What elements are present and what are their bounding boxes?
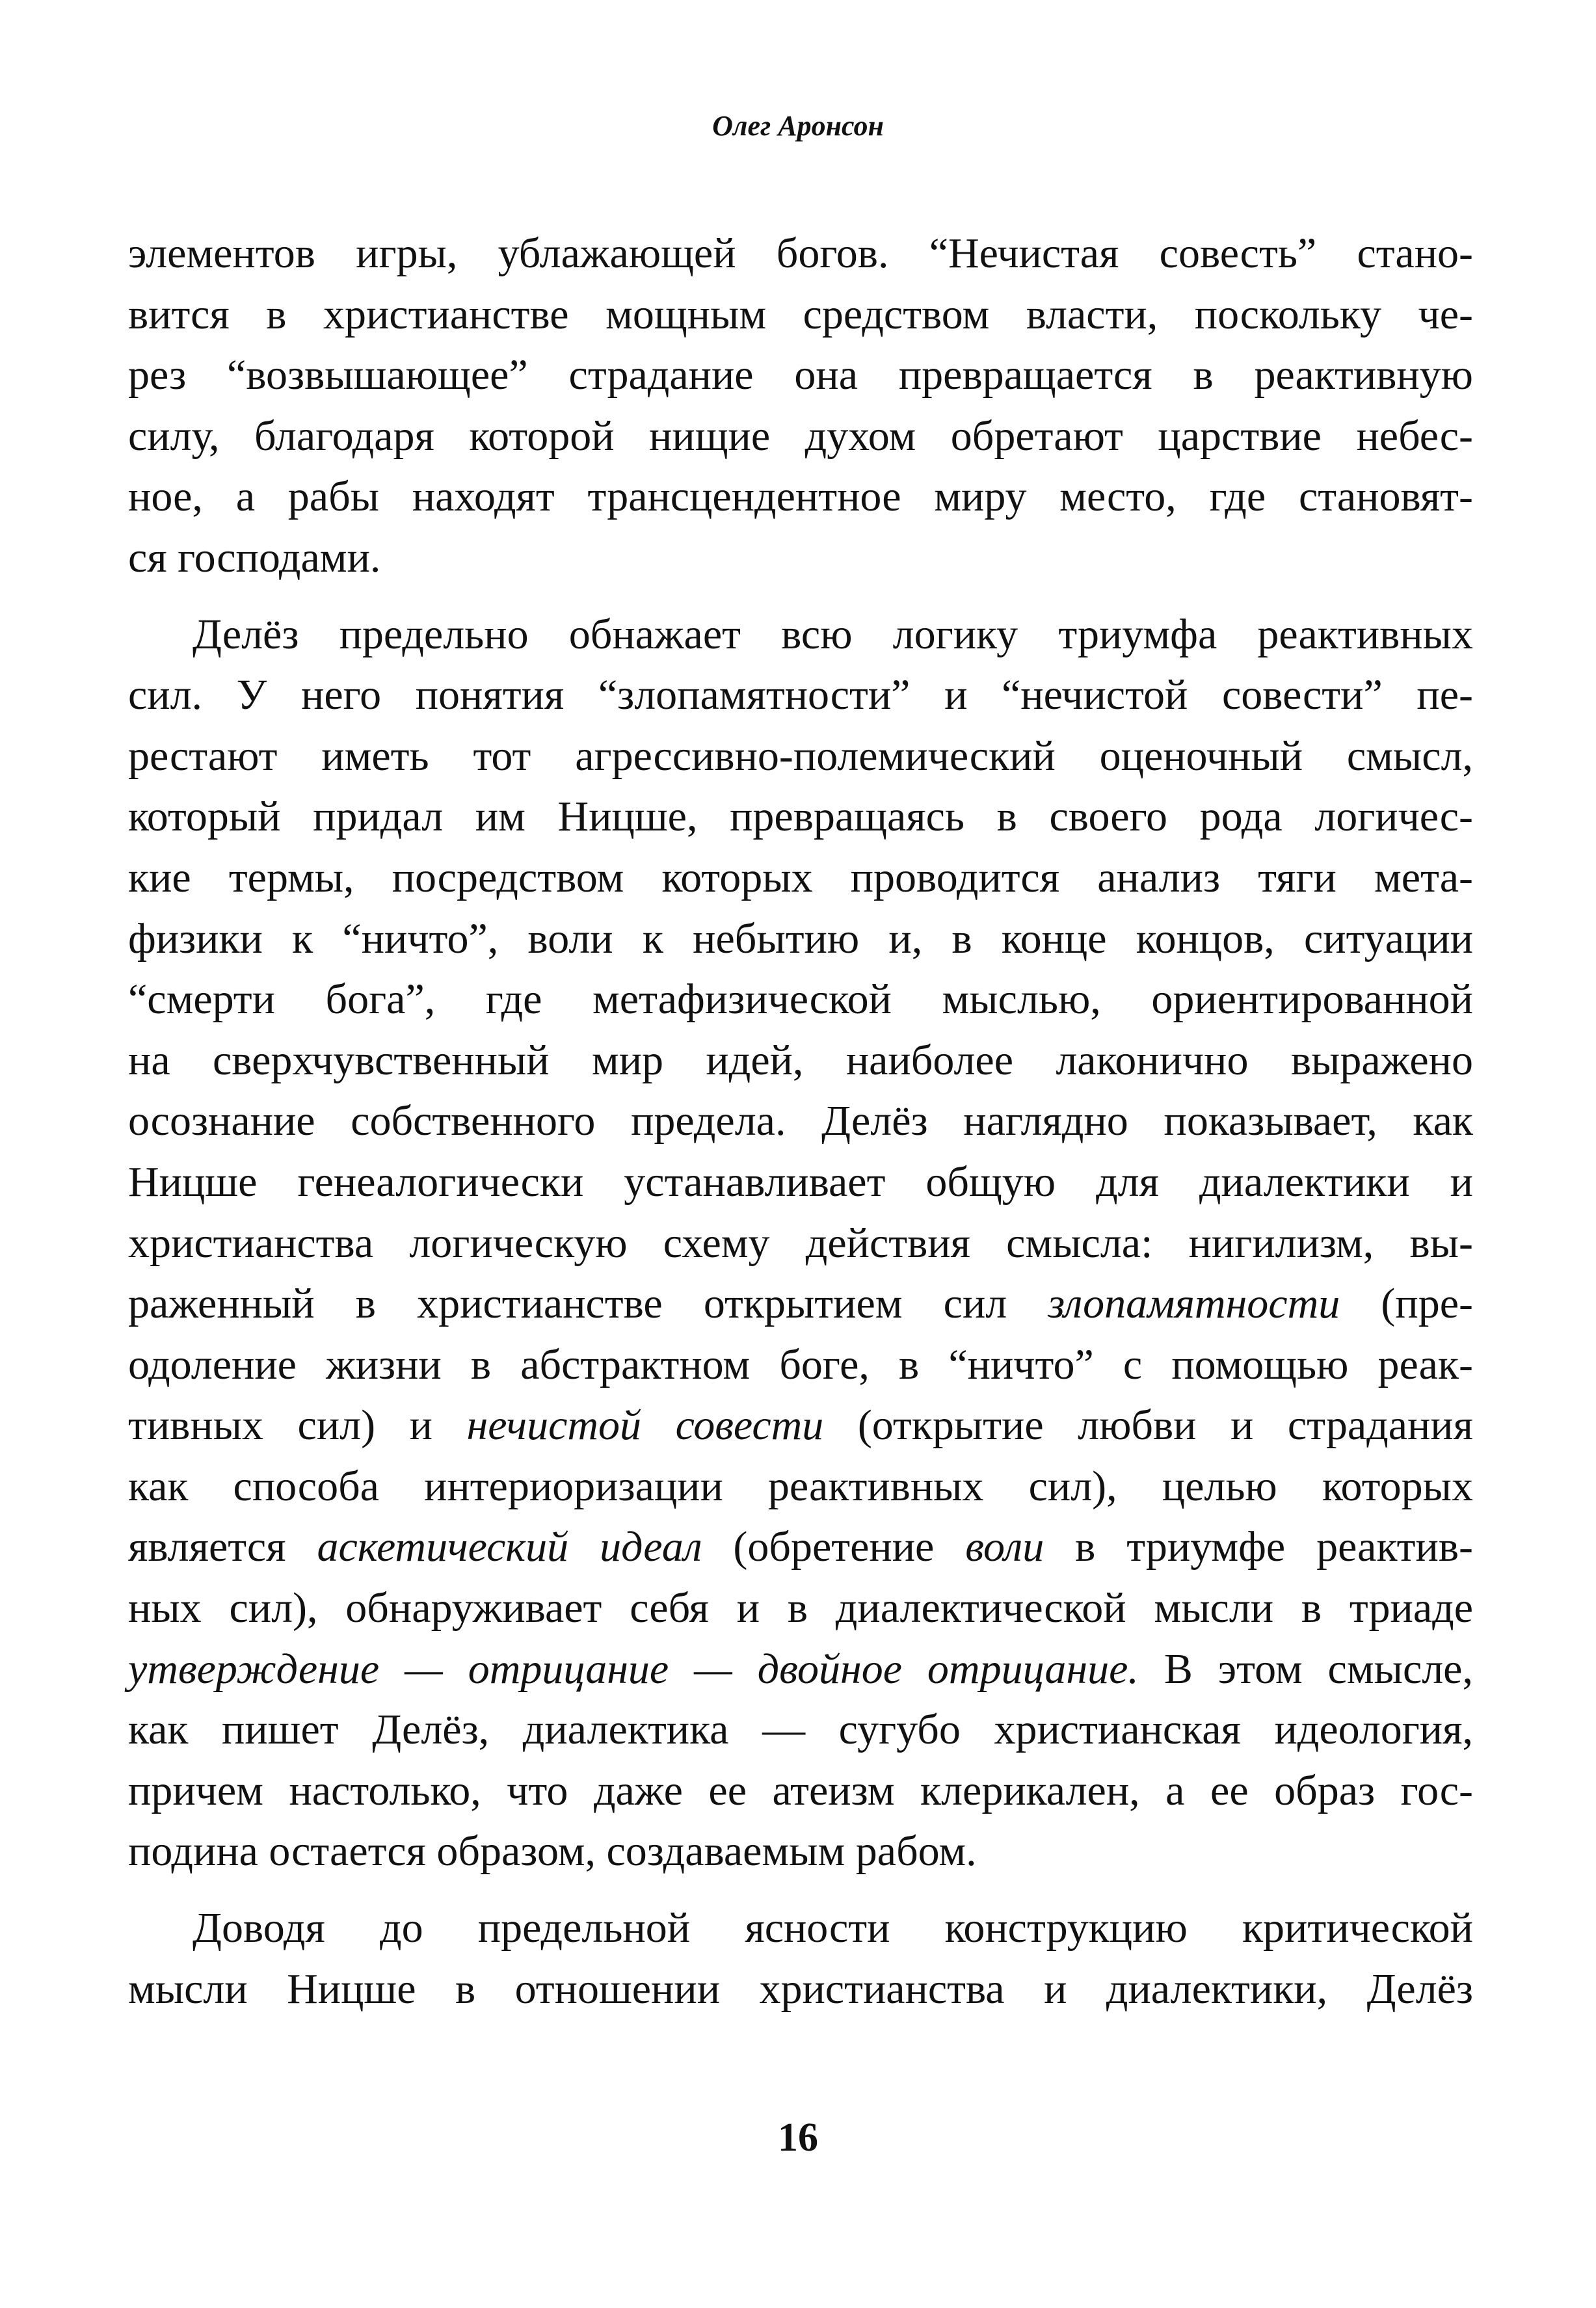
paragraph [128,223,1473,589]
text-line: физики к “ничто”, воли к небытию и, в конце концов, ситуации [128,914,1473,962]
page-number: 16 [778,2116,818,2160]
text-line: ся господами. [128,533,381,581]
italic-term: воли [965,1523,1044,1571]
text-line: мысли Ницше в отношении христианства и диалектики, Делёз [128,1965,1473,2013]
paragraph [128,604,1473,1882]
text-line: кие термы, посредством которых проводится анализ тяги мета- [128,853,1473,901]
text-line: подина остается образом, создаваемым рабом. [128,1827,977,1876]
text-line: который придал им Ницше, превращаясь в своего рода логичес- [128,793,1473,841]
text-line: осознание собственного предела. Делёз наглядно показывает, как [128,1097,1473,1145]
text-line: рез “возвышающее” страдание она превращается в реактивную [128,351,1473,399]
body-text [128,223,1473,2019]
text-line: ное, а рабы находят трансцендентное миру место, где становят- [128,473,1473,521]
text-line: одоление жизни в абстрактном боге, в “ничто” с помощью реак- [128,1340,1473,1388]
paragraph [128,1898,1473,2019]
text-line: элементов игры, ублажающей богов. “Нечистая совесть” стано- [128,230,1473,277]
text-line: “смерти бога”, где метафизической мыслью, ориентированной [128,975,1473,1024]
text-line: Делёз предельно обнажает всю логику триумфа реактивных [193,610,1473,658]
text-line: сил. У него понятия “злопамятности” и “нечистой совести” пе- [128,671,1473,719]
text-line: как пишет Делёз, диалектика — сугубо христианская идеология, [128,1706,1473,1754]
italic-term: утверждение — отрицание — двойное отрицание. [128,1645,1139,1693]
text-line: силу, благодаря которой нищие духом обретают царствие небес- [128,412,1473,460]
running-title: Олег Аронсон [712,110,884,142]
text-line: утверждение — отрицание — двойное отрицание. В этом смысле, [128,1645,1473,1693]
text-line: на сверхчувственный мир идей, наиболее лаконично выражено [128,1036,1473,1084]
text-line: причем настолько, что даже ее атеизм клерикален, а ее образ гос- [128,1766,1473,1814]
italic-term: аскетический идеал [317,1523,702,1571]
text-line: Ницше генеалогически устанавливает общую для диалектики и [128,1158,1473,1206]
text-line: ных сил), обнаруживает себя и в диалектической мысли в триаде [128,1584,1473,1632]
text-line: христианства логическую схему действия смысла: нигилизм, вы- [128,1219,1473,1267]
text-line: является аскетический идеал (обретение воли в триумфе реактив- [128,1523,1473,1571]
text-line: Доводя до предельной ясности конструкцию критической [193,1904,1473,1952]
text-line: рестают иметь тот агрессивно-полемический оценочный смысл, [128,732,1473,780]
text-line: вится в христианстве мощным средством власти, поскольку че- [128,290,1473,338]
text-line: тивных сил) и нечистой совести (открытие любви и страдания [128,1401,1473,1450]
text-line: раженный в христианстве открытием сил злопамятности (пре- [128,1280,1473,1328]
italic-term: злопамятности [1048,1280,1340,1328]
italic-term: нечистой совести [466,1401,824,1450]
text-line: как способа интериоризации реактивных сил), целью которых [128,1462,1473,1510]
